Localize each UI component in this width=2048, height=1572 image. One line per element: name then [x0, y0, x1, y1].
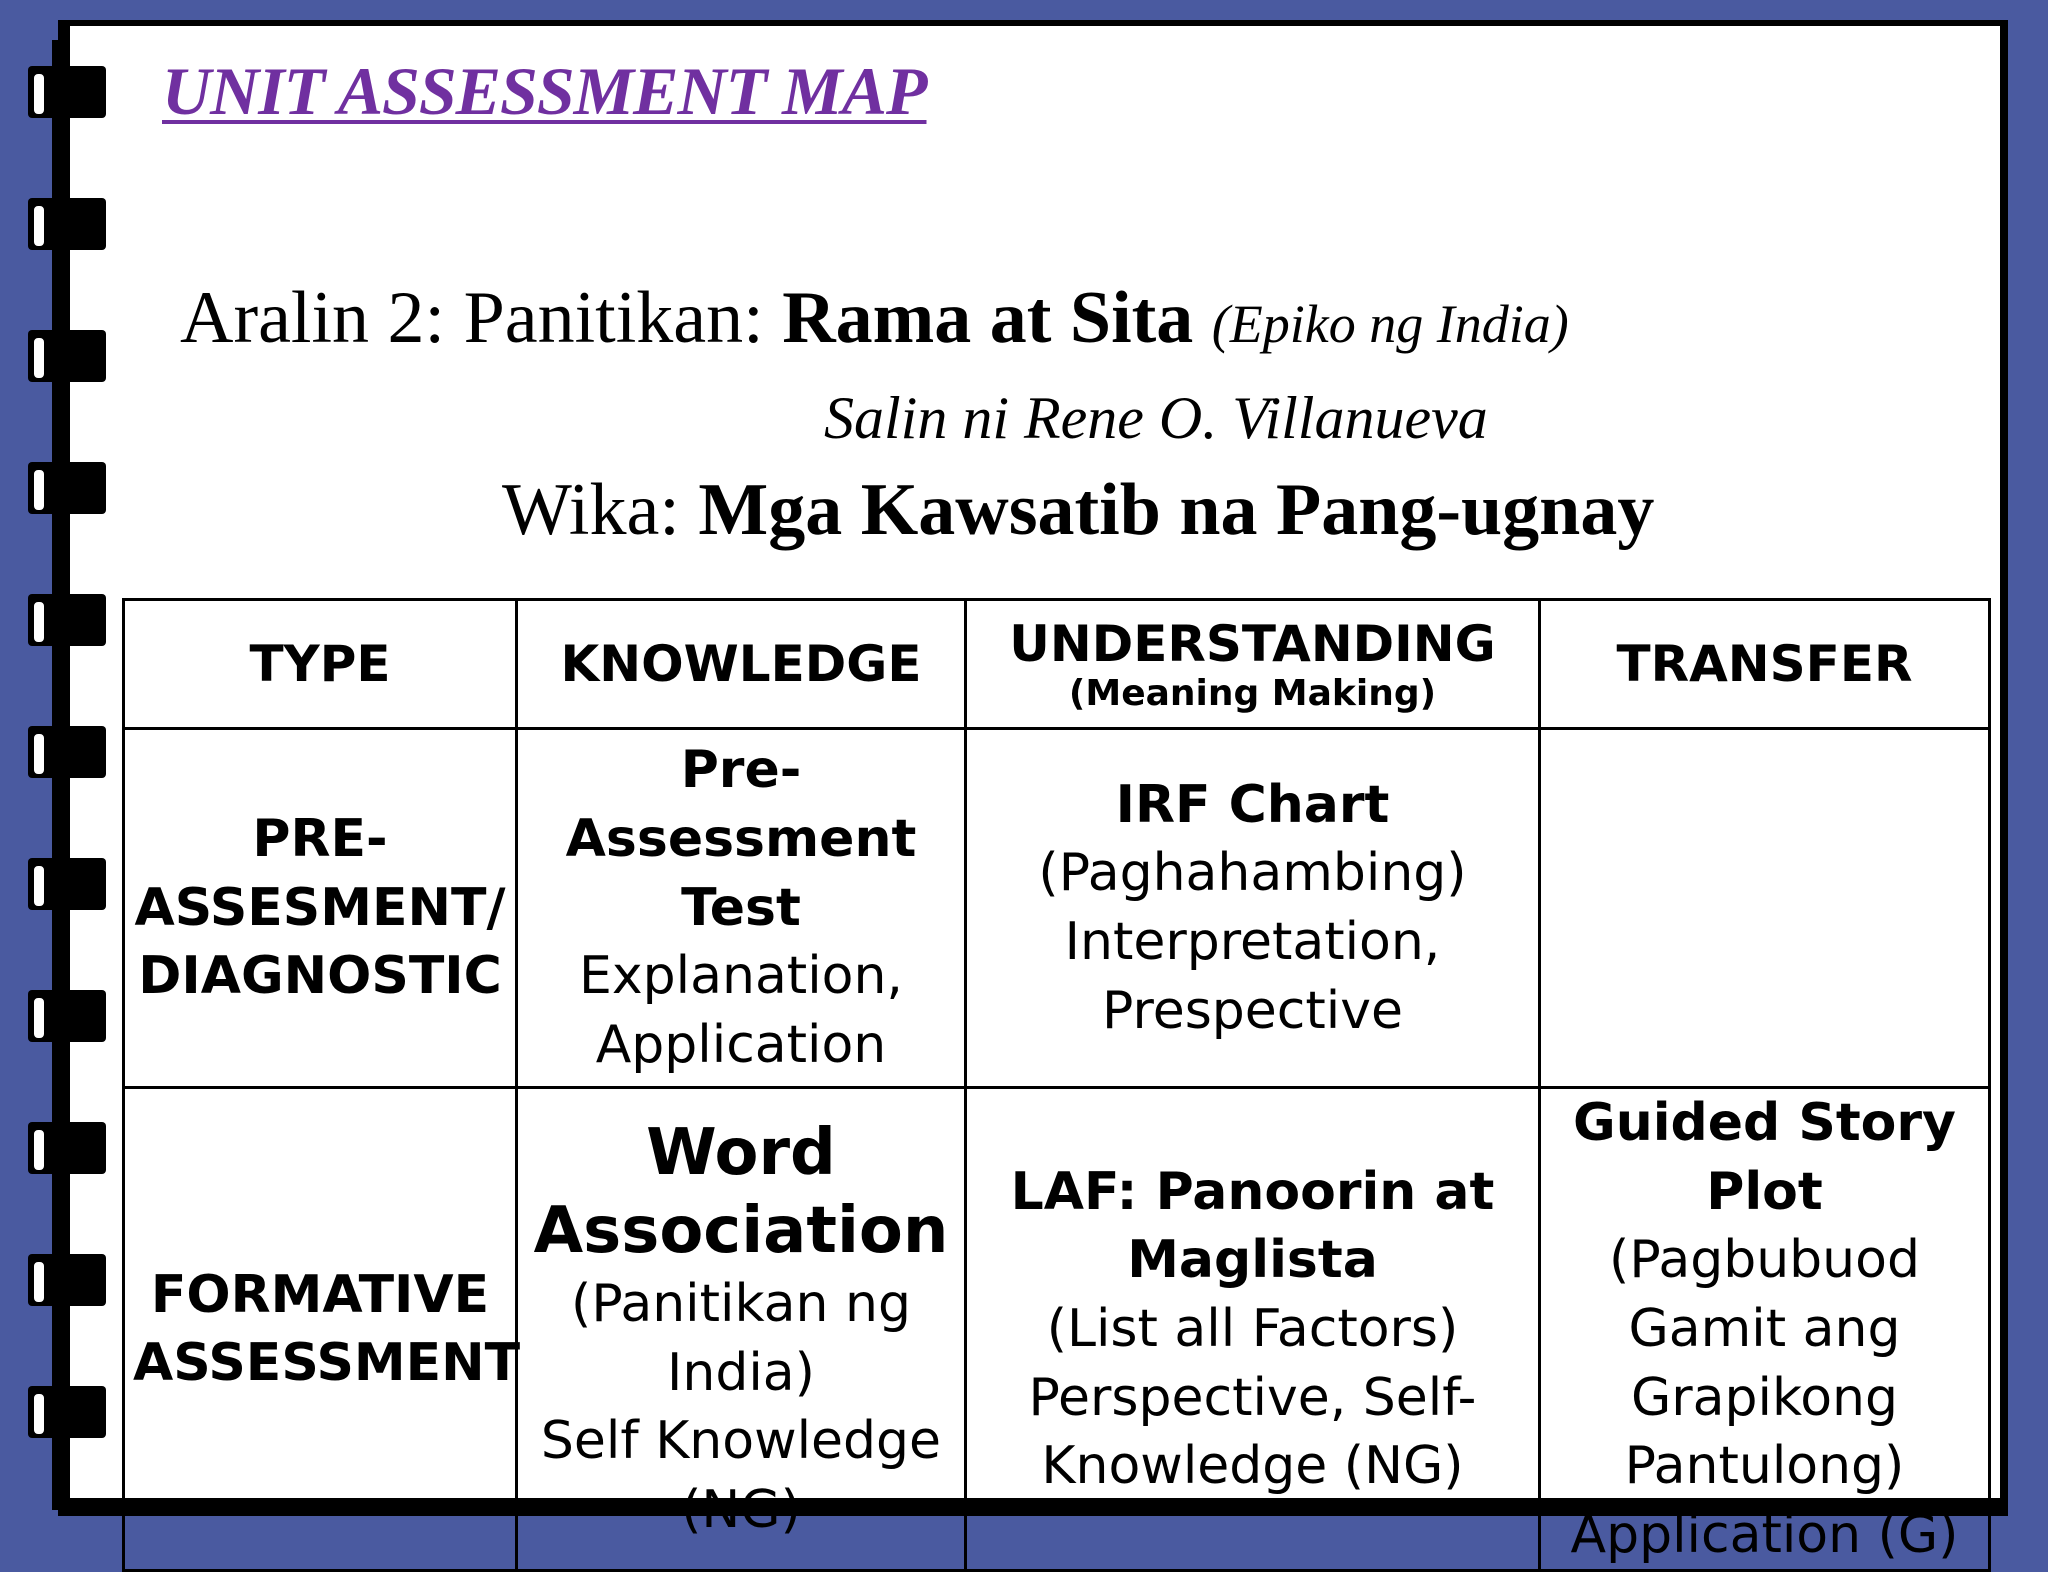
table-row	[124, 729, 1990, 1088]
translator-line: Salin ni Rene O. Villanueva	[824, 385, 1488, 451]
row-type: FORMATIVE ASSESSMENT	[124, 1088, 517, 1571]
cell-understanding-title: LAF: Panoorin at Maglista	[1010, 1161, 1495, 1291]
cell-understanding-detail: (List all Factors) Perspective, Self- Knowledge (NG)	[1028, 1298, 1477, 1497]
assessment-table	[122, 598, 1991, 1572]
cell-understanding	[966, 1088, 1540, 1571]
cell-understanding-title: IRF Chart	[1115, 774, 1390, 835]
header-understanding-title: UNDERSTANDING	[1009, 614, 1496, 673]
page-title: UNIT ASSESSMENT MAP	[162, 53, 927, 129]
row-type: PRE- ASSESMENT/ DIAGNOSTIC	[124, 729, 517, 1088]
binder-ring-icon	[28, 198, 106, 250]
cell-transfer	[1540, 729, 1990, 1088]
cell-knowledge-title: Pre- Assessment Test	[565, 740, 917, 938]
slide-page	[66, 22, 2004, 1565]
binder-ring-icon	[28, 462, 106, 514]
cell-understanding-detail: (Paghahambing) Interpretation, Prespective	[1038, 843, 1467, 1041]
binder-ring-icon	[28, 726, 106, 778]
binder-ring-icon	[28, 1122, 106, 1174]
wika-topic: Mga Kawsatib na Pang-ugnay	[698, 469, 1655, 551]
cell-knowledge-title: Word Association	[533, 1115, 949, 1268]
cell-transfer-title: Guided Story Plot	[1573, 1093, 1956, 1222]
header-understanding	[966, 600, 1540, 729]
header-type: TYPE	[124, 600, 517, 729]
wika-line	[502, 468, 1654, 553]
wika-prefix: Wika:	[502, 469, 699, 551]
binder-ring-icon	[28, 1254, 106, 1306]
cell-understanding	[966, 729, 1540, 1088]
table-header-row	[124, 600, 1990, 729]
cell-knowledge-detail: Explanation, Application	[579, 946, 903, 1075]
binder-ring-icon	[28, 330, 106, 382]
header-understanding-sub: (Meaning Making)	[1068, 672, 1437, 714]
binder-ring-icon	[28, 990, 106, 1042]
cell-transfer-detail: (Pagbubuod Gamit ang Grapikong Pantulong) Application (G)	[1570, 1230, 1959, 1565]
cell-knowledge-detail: (Panitikan ng India) Self Knowledge (NG)	[540, 1274, 942, 1540]
table-row	[124, 1088, 1990, 1571]
header-knowledge: KNOWLEDGE	[517, 600, 966, 729]
cell-transfer	[1540, 1088, 1990, 1571]
binder-ring-icon	[28, 66, 106, 118]
lesson-name: Rama at Sita	[782, 277, 1194, 359]
cell-knowledge	[517, 1088, 966, 1571]
binder-ring-icon	[28, 858, 106, 910]
lesson-prefix: Aralin 2: Panitikan:	[180, 277, 783, 359]
binder-ring-icon	[28, 594, 106, 646]
lesson-origin: (Epiko ng India)	[1211, 294, 1569, 354]
binder-ring-icon	[28, 1386, 106, 1438]
header-transfer: TRANSFER	[1540, 600, 1990, 729]
lesson-line	[180, 276, 1569, 361]
cell-knowledge	[517, 729, 966, 1088]
